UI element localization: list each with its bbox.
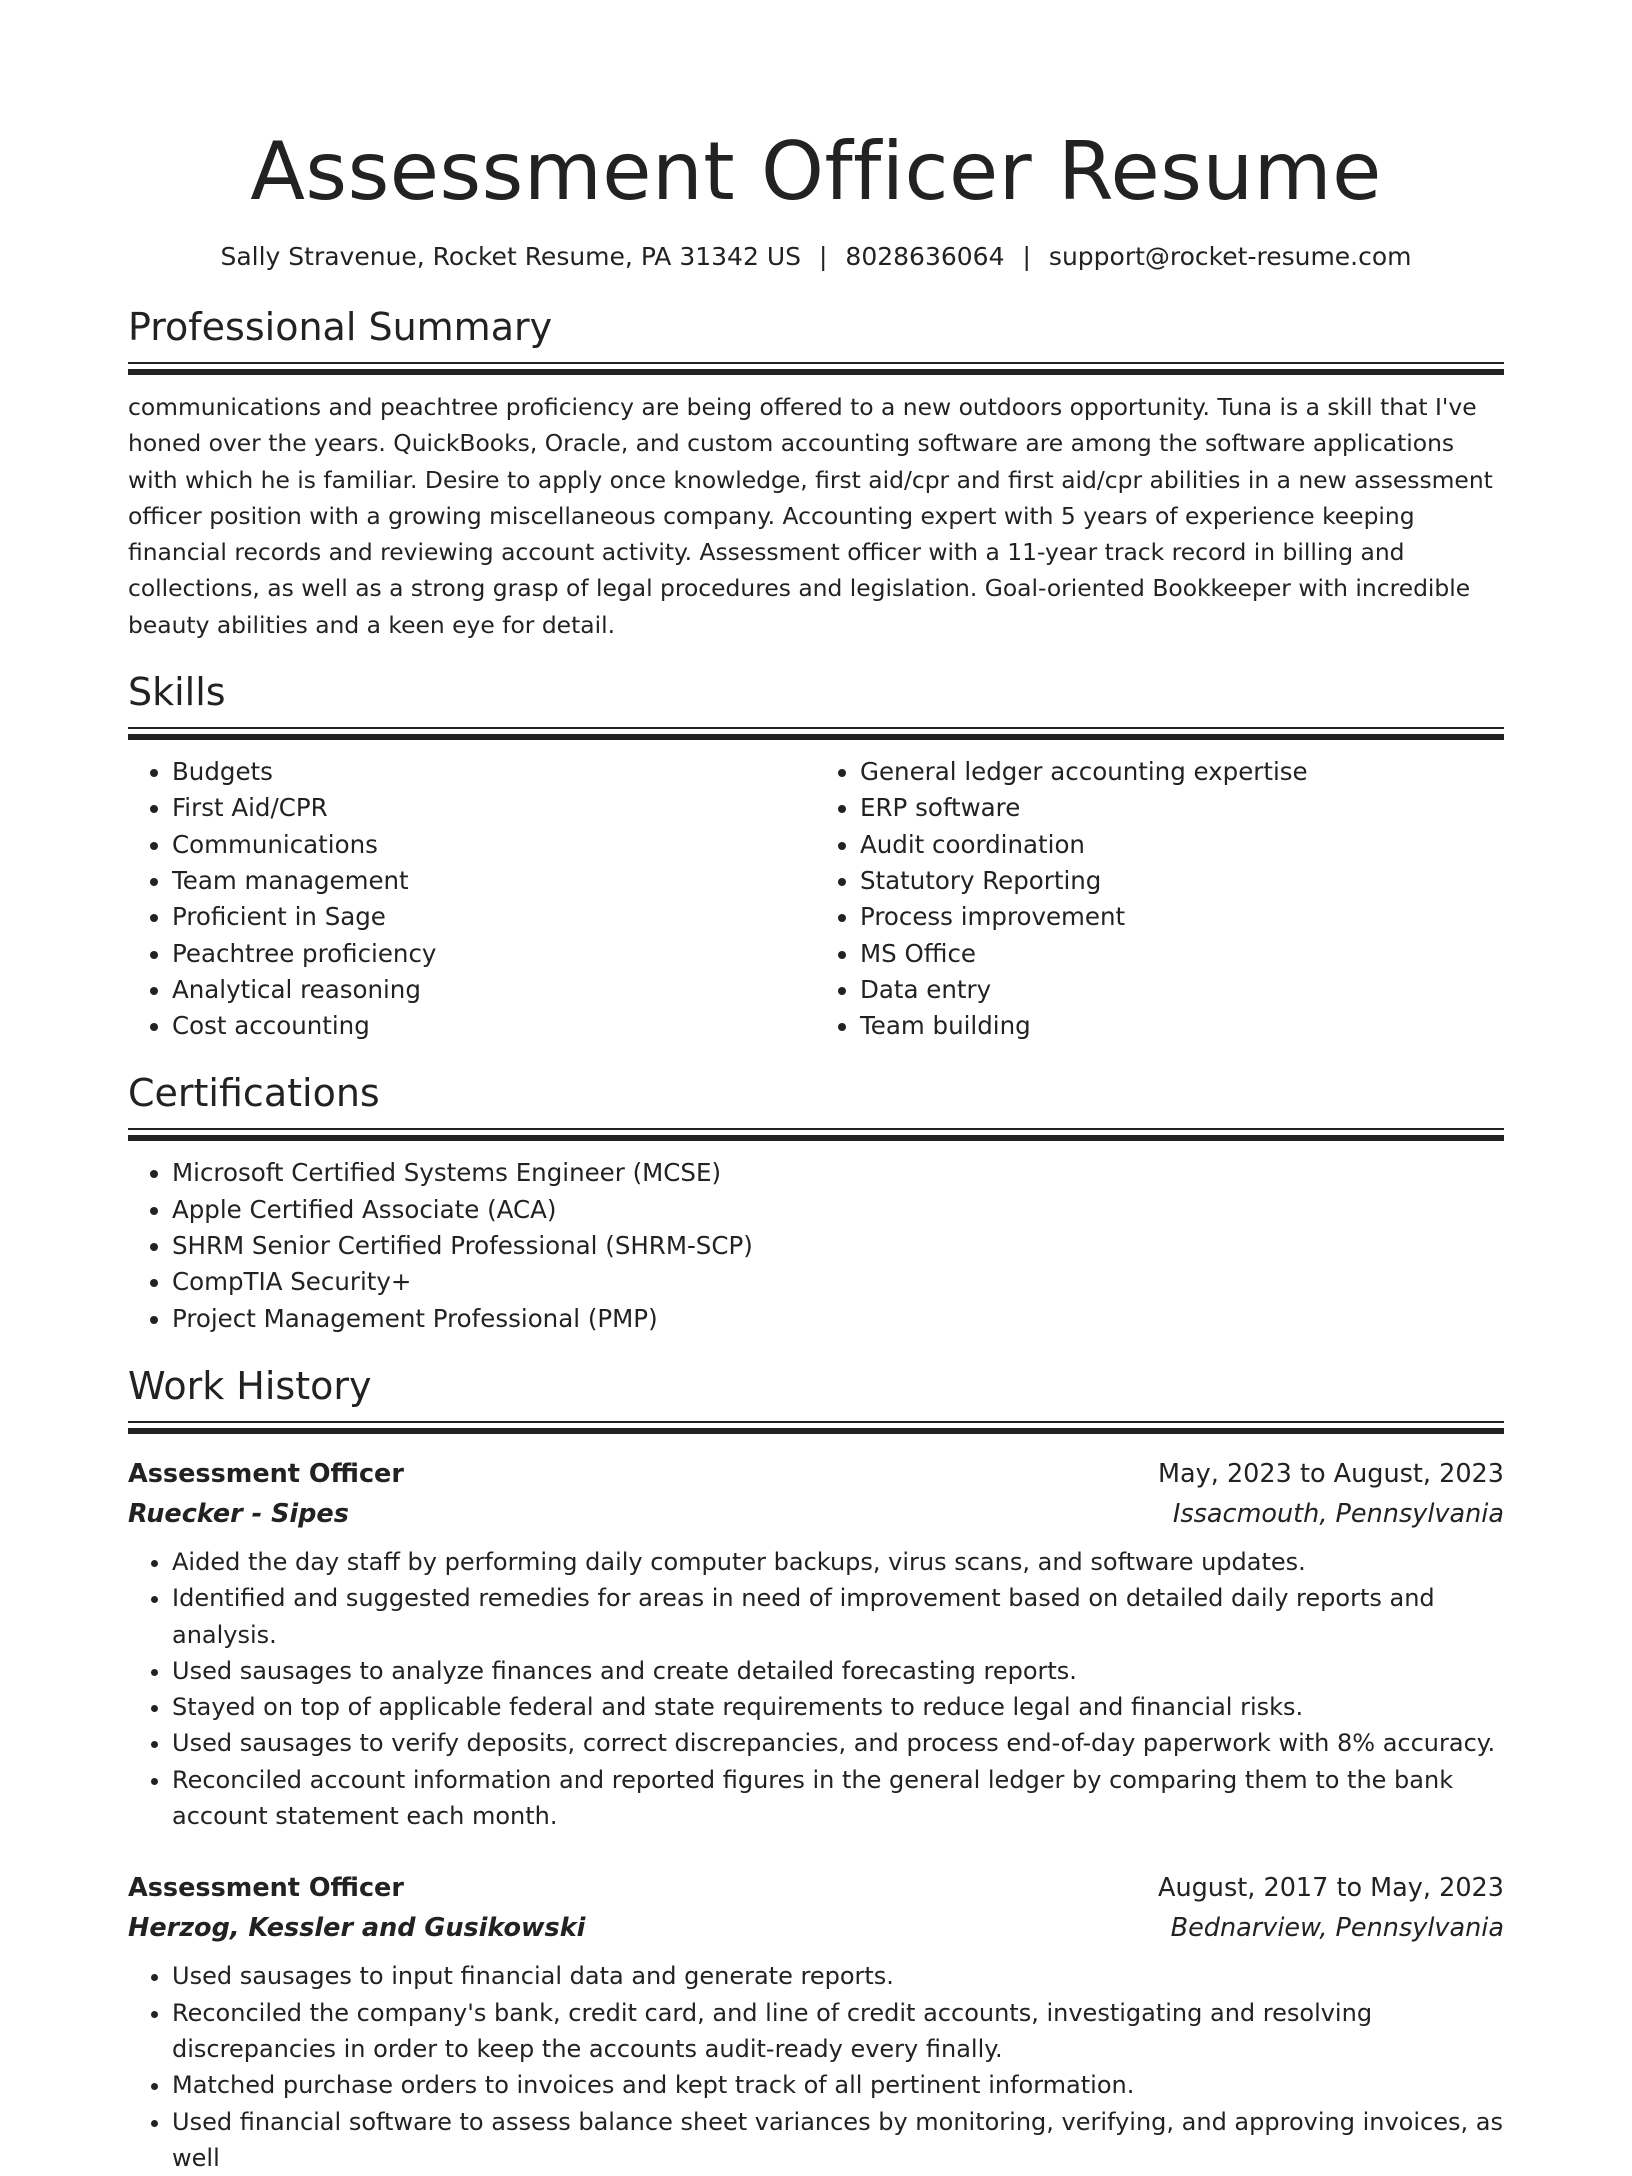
skill-item: • Audit coordination — [860, 827, 1504, 863]
skill-item: • Data entry — [860, 972, 1504, 1008]
contact-separator: | — [1004, 240, 1048, 274]
contact-phone: 8028636064 — [845, 242, 1004, 271]
job-dates: May, 2023 to August, 2023 — [1158, 1454, 1504, 1494]
job-location: Bednarview, Pennsylvania — [1171, 1908, 1504, 1948]
certification-item: • Apple Certified Associate (ACA) — [172, 1192, 1504, 1228]
job-location: Issacmouth, Pennsylvania — [1173, 1494, 1504, 1534]
skill-item: • First Aid/CPR — [172, 790, 816, 826]
job-bullet: • Used sausages to verify deposits, correct discrepancies, and process end-of-day paperwork with 8% accuracy. — [172, 1725, 1504, 1761]
skill-item: • Budgets — [172, 754, 816, 790]
contact-email: support@rocket-resume.com — [1049, 242, 1412, 271]
job-bullets — [128, 1958, 1504, 2176]
job-company: Ruecker - Sipes — [128, 1494, 349, 1534]
certification-item: • CompTIA Security+ — [172, 1264, 1504, 1300]
job-company: Herzog, Kessler and Gusikowski — [128, 1908, 585, 1948]
skill-item: • Proficient in Sage — [172, 899, 816, 935]
skill-item: • MS Office — [860, 936, 1504, 972]
job-bullet: • Used sausages to analyze finances and create detailed forecasting reports. — [172, 1653, 1504, 1689]
job-header-row — [128, 1868, 1504, 1908]
resume-page — [128, 0, 1504, 2176]
job-title: Assessment Officer — [128, 1454, 404, 1494]
job-bullet: • Reconciled the company's bank, credit card, and line of credit accounts, investigating and resolving discrepancies in order to keep the accounts audit-ready every finally. — [172, 1995, 1504, 2068]
skill-item: • Team building — [860, 1008, 1504, 1044]
section-divider — [128, 362, 1504, 375]
job-bullets — [128, 1544, 1504, 1834]
certifications-list — [128, 1155, 1504, 1336]
job-bullet: • Used sausages to input financial data and generate reports. — [172, 1958, 1504, 1994]
certification-item: • Project Management Professional (PMP) — [172, 1301, 1504, 1337]
job-bullet: • Matched purchase orders to invoices and kept track of all pertinent information. — [172, 2067, 1504, 2103]
job-dates: August, 2017 to May, 2023 — [1158, 1868, 1504, 1908]
certification-item: • SHRM Senior Certified Professional (SHRM-SCP) — [172, 1228, 1504, 1264]
skill-item: • Team management — [172, 863, 816, 899]
certification-item: • Microsoft Certified Systems Engineer (MCSE) — [172, 1155, 1504, 1191]
skills-list-right — [816, 754, 1504, 1044]
summary-section — [128, 304, 1504, 643]
skill-item: • Communications — [172, 827, 816, 863]
skill-item: • Peachtree proficiency — [172, 936, 816, 972]
job-entry — [128, 1454, 1504, 1834]
job-bullet: • Used financial software to assess balance sheet variances by monitoring, verifying, and approving invoices, as well — [172, 2104, 1504, 2176]
skill-item: • Process improvement — [860, 899, 1504, 935]
skill-item: • ERP software — [860, 790, 1504, 826]
job-entry — [128, 1868, 1504, 2176]
section-divider — [128, 1421, 1504, 1434]
summary-heading: Professional Summary — [128, 304, 1504, 350]
job-bullet: • Stayed on top of applicable federal and state requirements to reduce legal and financial risks. — [172, 1689, 1504, 1725]
certifications-section — [128, 1070, 1504, 1336]
job-title: Assessment Officer — [128, 1868, 404, 1908]
job-bullet: • Reconciled account information and reported figures in the general ledger by comparing them to the bank account statement each month. — [172, 1762, 1504, 1835]
work-history-heading: Work History — [128, 1363, 1504, 1409]
skills-grid — [128, 754, 1504, 1044]
job-bullet: • Identified and suggested remedies for areas in need of improvement based on detailed daily reports and analysis. — [172, 1580, 1504, 1653]
skills-list-left — [128, 754, 816, 1044]
skill-item: • General ledger accounting expertise — [860, 754, 1504, 790]
work-history-section — [128, 1363, 1504, 2176]
skill-item: • Statutory Reporting — [860, 863, 1504, 899]
job-header-row — [128, 1454, 1504, 1494]
job-company-row — [128, 1494, 1504, 1534]
job-bullet: • Aided the day staff by performing daily computer backups, virus scans, and software updates. — [172, 1544, 1504, 1580]
skill-item: • Cost accounting — [172, 1008, 816, 1044]
skills-heading: Skills — [128, 669, 1504, 715]
page-title: Assessment Officer Resume — [128, 122, 1504, 222]
contact-address: Sally Stravenue, Rocket Resume, PA 31342 US — [220, 242, 801, 271]
job-company-row — [128, 1908, 1504, 1948]
skills-section — [128, 669, 1504, 1044]
summary-text: communications and peachtree proficiency are being offered to a new outdoors opportunity. Tuna is a skill that I've honed over the years. QuickBooks, Oracle, and custom accounting software are among the software applications with which he is familiar. Desire to apply once knowledge, first aid/cpr and first aid/cpr abilities in a new assessment officer position with a growing miscellaneous company. Accounting expert with 5 years of experience keeping financial records and reviewing account activity. Assessment officer with a 11-year track record in billing and collections, as well as a strong grasp of legal procedures and legislation. Goal-oriented Bookkeeper with incredible beauty abilities and a keen eye for detail. — [128, 389, 1504, 643]
skill-item: • Analytical reasoning — [172, 972, 816, 1008]
contact-line — [128, 240, 1504, 274]
certifications-heading: Certifications — [128, 1070, 1504, 1116]
section-divider — [128, 1128, 1504, 1141]
contact-separator: | — [801, 240, 845, 274]
section-divider — [128, 727, 1504, 740]
